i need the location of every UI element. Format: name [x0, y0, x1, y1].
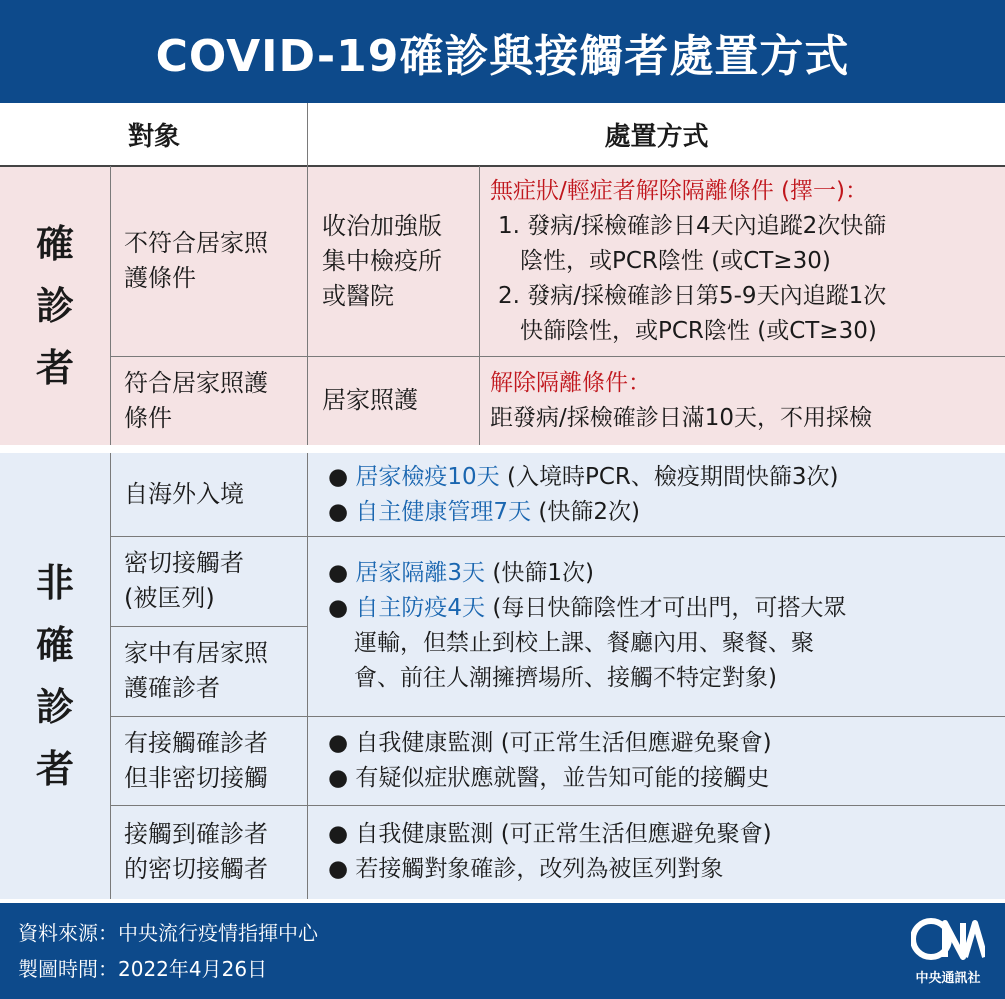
nc-row4-item2	[328, 852, 723, 887]
cna-logo	[905, 915, 991, 989]
nc-row2-item1-accent: 居家隔離3天	[355, 560, 486, 586]
nc-row1-item2	[328, 495, 640, 530]
confirmed-row2-line1: 距發病/採檢確診日滿10天，不用採檢	[490, 404, 873, 431]
footer-date: 製圖時間：2022年4月26日	[18, 957, 268, 981]
nc-row2-item2-text: (每日快篩陰性才可出門，可搭大眾	[485, 595, 847, 621]
nc-row4-subject-line1: 接觸到確診者	[124, 820, 268, 848]
non-confirmed-label-char-1: 非	[35, 561, 74, 605]
non-confirmed-label-char-2: 確	[35, 623, 74, 667]
nc-row1-item2-text: (快篩2次)	[531, 498, 640, 525]
confirmed-row1-line3: 2. 發病/採檢確診日第5-9天內追蹤1次	[498, 282, 887, 309]
confirmed-row1-place-line2: 集中檢疫所	[322, 246, 442, 275]
cna-logo-text: 中央通訊社	[915, 971, 981, 986]
nc-row4-subject	[110, 805, 308, 899]
nc-row1-method	[308, 453, 1005, 536]
header-method: 處置方式	[604, 122, 709, 152]
nc-row3-item2-text: 有疑似症狀應就醫，並告知可能的接觸史	[348, 764, 770, 791]
confirmed-row2-heading: 解除隔離條件：	[490, 369, 651, 396]
confirmed-row2-subject	[110, 356, 308, 445]
nc-row4-item1	[328, 817, 772, 852]
footer	[0, 903, 1005, 999]
header-subject: 對象	[127, 122, 180, 152]
confirmed-label-char-3: 者	[35, 345, 74, 390]
divider	[110, 536, 1005, 537]
non-confirmed-label	[0, 453, 110, 899]
confirmed-row1-heading: 無症狀/輕症者解除隔離條件 (擇一)：	[490, 177, 869, 204]
confirmed-label-char-1: 確	[35, 221, 74, 266]
bullet-icon: ●	[328, 764, 349, 791]
confirmed-row1-line2: 陰性，或PCR陰性 (或CT≥30)	[520, 247, 831, 274]
nc-row2b-subject	[110, 626, 308, 716]
divider	[110, 626, 308, 627]
nc-row4-subject-line2: 的密切接觸者	[124, 855, 268, 883]
nc-row3-item2	[328, 761, 769, 796]
nc-row3-subject	[110, 716, 308, 805]
cna-logo-icon	[911, 915, 985, 963]
nc-row4-method	[308, 805, 1005, 899]
confirmed-row2-place	[308, 356, 480, 445]
nc-row2-subject-line1: 密切接觸者	[124, 549, 244, 577]
nc-row3-item1-text: 自我健康監測 (可正常生活但應避免聚會)	[348, 729, 772, 756]
divider	[479, 166, 480, 445]
bullet-icon: ●	[328, 729, 349, 756]
confirmed-label-char-2: 診	[35, 283, 74, 328]
nc-row2-cont1: 運輸，但禁止到校上課、餐廳內用、聚餐、聚	[354, 630, 814, 656]
non-confirmed-label-char-3: 診	[35, 685, 74, 729]
bullet-icon: ●	[328, 560, 349, 586]
nc-row2b-subject-line1: 家中有居家照	[124, 639, 268, 667]
confirmed-row1-method	[480, 166, 1005, 356]
divider	[307, 103, 308, 166]
nc-row3-method	[308, 716, 1005, 805]
nc-row2-cont2: 會、前往人潮擁擠場所、接觸不特定對象)	[354, 665, 777, 691]
bullet-icon: ●	[328, 498, 349, 525]
footer-source: 資料來源：中央流行疫情指揮中心	[18, 921, 318, 945]
nc-row2-subject-line2: (被匡列)	[124, 584, 215, 612]
divider	[110, 453, 111, 899]
confirmed-row1-place-line3: 或醫院	[322, 281, 394, 310]
confirmed-row1-place-line1: 收治加強版	[322, 211, 442, 240]
bullet-icon: ●	[328, 856, 349, 882]
divider	[0, 165, 1005, 167]
confirmed-row2-subject-line1: 符合居家照護	[124, 368, 268, 397]
confirmed-row2-subject-line2: 條件	[124, 403, 172, 432]
nc-row2-item1-text: (快篩1次)	[485, 560, 594, 586]
nc-row3-item1	[328, 726, 772, 761]
nc-row2-item2	[328, 591, 846, 626]
nc-row2-item2-accent: 自主防疫4天	[355, 595, 486, 621]
divider	[110, 166, 111, 445]
confirmed-row1-place	[308, 166, 480, 356]
divider	[307, 453, 308, 899]
confirmed-row1-subject-line1: 不符合居家照	[124, 229, 268, 257]
nc-row1-item2-accent: 自主健康管理7天	[355, 498, 532, 525]
bullet-icon: ●	[328, 463, 349, 490]
nc-row3-subject-line2: 但非密切接觸	[124, 763, 268, 792]
confirmed-row1-subject-line2: 護條件	[124, 264, 196, 292]
nc-row1-item1	[328, 460, 838, 495]
confirmed-row1-line1: 1. 發病/採檢確診日4天內追蹤2次快篩	[498, 212, 887, 239]
non-confirmed-label-char-4: 者	[35, 747, 74, 791]
bullet-icon: ●	[328, 595, 349, 621]
confirmed-label	[0, 166, 110, 445]
confirmed-row2-place-line1: 居家照護	[322, 386, 418, 414]
nc-row3-subject-line1: 有接觸確診者	[124, 728, 268, 757]
divider	[110, 356, 1005, 357]
page-title: COVID-19確診與接觸者處置方式	[0, 0, 1005, 103]
confirmed-row1-subject	[110, 166, 308, 356]
nc-row1-item1-text: (入境時PCR、檢疫期間快篩3次)	[499, 463, 839, 490]
divider	[110, 716, 1005, 717]
nc-row2-subject	[110, 536, 308, 626]
confirmed-row1-line4: 快篩陰性，或PCR陰性 (或CT≥30)	[520, 317, 877, 344]
nc-row2-item1	[328, 556, 594, 591]
bullet-icon: ●	[328, 821, 349, 847]
nc-row2b-subject-line2: 護確診者	[124, 674, 220, 702]
nc-row4-item2-text: 若接觸對象確診，改列為被匡列對象	[348, 856, 724, 882]
confirmed-row2-method	[480, 356, 1005, 445]
nc-row1-subject-line1: 自海外入境	[124, 480, 244, 508]
nc-row1-item1-accent: 居家檢疫10天	[355, 463, 500, 490]
divider	[307, 166, 308, 445]
nc-row1-subject	[110, 453, 308, 536]
nc-row4-item1-text: 自我健康監測 (可正常生活但應避免聚會)	[348, 821, 772, 847]
nc-row2-method	[308, 536, 1005, 716]
divider	[110, 805, 1005, 806]
